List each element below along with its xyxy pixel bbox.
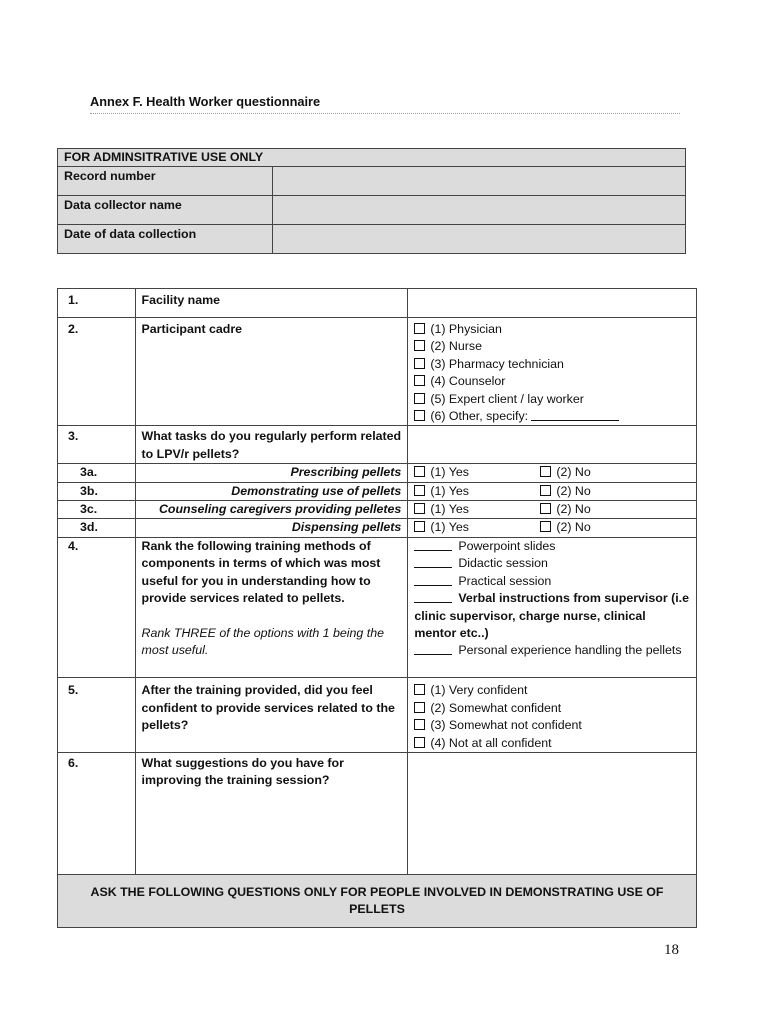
yes-option[interactable]: (1) Yes — [414, 483, 540, 500]
checkbox-icon[interactable] — [414, 358, 425, 369]
checkbox-icon[interactable] — [414, 737, 425, 748]
q3a-text: Prescribing pellets — [135, 464, 408, 482]
no-option[interactable]: (2) No — [540, 519, 590, 536]
q1-number: 1. — [58, 289, 136, 318]
rank-blank[interactable] — [414, 590, 452, 603]
q6-answer-field[interactable] — [408, 752, 697, 874]
admin-table — [57, 148, 686, 254]
q5-option[interactable]: (3) Somewhat not confident — [414, 717, 690, 734]
q6-number: 6. — [58, 752, 136, 874]
checkbox-icon[interactable] — [414, 719, 425, 730]
q2-option[interactable]: (1) Physician — [414, 321, 690, 338]
checkbox-icon[interactable] — [414, 485, 425, 496]
checkbox-icon[interactable] — [414, 503, 425, 514]
q3b-text: Demonstrating use of pellets — [135, 482, 408, 500]
checkbox-icon[interactable] — [414, 323, 425, 334]
no-option[interactable]: (2) No — [540, 501, 590, 518]
q3a-number: 3a. — [58, 464, 136, 482]
rank-blank[interactable] — [414, 555, 452, 568]
rank-option: Personal experience handling the pellets — [414, 642, 690, 659]
record-number-field[interactable] — [273, 167, 686, 196]
q6-text: What suggestions do you have for improving the training session? — [135, 752, 408, 874]
admin-header: FOR ADMINSITRATIVE USE ONLY — [58, 149, 686, 167]
record-number-label: Record number — [58, 167, 273, 196]
checkbox-icon[interactable] — [414, 340, 425, 351]
q3c-text: Counseling caregivers providing pelletes — [135, 501, 408, 519]
checkbox-icon[interactable] — [414, 393, 425, 404]
checkbox-icon[interactable] — [540, 503, 551, 514]
q5-option[interactable]: (4) Not at all confident — [414, 735, 690, 752]
document-title: Annex F. Health Worker questionnaire — [90, 94, 680, 114]
questionnaire-table — [57, 288, 697, 928]
q3b-number: 3b. — [58, 482, 136, 500]
checkbox-icon[interactable] — [540, 521, 551, 532]
q1-text: Facility name — [135, 289, 408, 318]
q2-option[interactable]: (6) Other, specify: — [414, 408, 690, 425]
collection-date-label: Date of data collection — [58, 225, 273, 254]
q5-option[interactable]: (1) Very confident — [414, 682, 690, 699]
no-option[interactable]: (2) No — [540, 483, 590, 500]
q2-text: Participant cadre — [135, 318, 408, 426]
other-specify-field[interactable] — [531, 408, 619, 421]
rank-blank[interactable] — [414, 573, 452, 586]
q2-option[interactable]: (2) Nurse — [414, 338, 690, 355]
q2-number: 2. — [58, 318, 136, 426]
data-collector-field[interactable] — [273, 196, 686, 225]
rank-option: Practical session — [414, 573, 690, 590]
collection-date-field[interactable] — [273, 225, 686, 254]
page-number: 18 — [664, 942, 679, 958]
q3-text: What tasks do you regularly perform related to LPV/r pellets? — [135, 426, 408, 464]
footer-instruction: ASK THE FOLLOWING QUESTIONS ONLY FOR PEOPLE INVOLVED IN DEMONSTRATING USE OF PELLETS — [58, 874, 697, 927]
rank-option: Powerpoint slides — [414, 538, 690, 555]
q2-option[interactable]: (5) Expert client / lay worker — [414, 391, 690, 408]
checkbox-icon[interactable] — [540, 485, 551, 496]
checkbox-icon[interactable] — [414, 521, 425, 532]
checkbox-icon[interactable] — [414, 702, 425, 713]
q2-option[interactable]: (4) Counselor — [414, 373, 690, 390]
checkbox-icon[interactable] — [414, 466, 425, 477]
q3-number: 3. — [58, 426, 136, 464]
q4-text: Rank the following training methods of components in terms of which was most useful for you in understanding how to provide services related to pellets. — [141, 538, 381, 606]
q5-number: 5. — [58, 678, 136, 753]
rank-blank[interactable] — [414, 538, 452, 551]
checkbox-icon[interactable] — [540, 466, 551, 477]
yes-option[interactable]: (1) Yes — [414, 501, 540, 518]
checkbox-icon[interactable] — [414, 684, 425, 695]
q3d-number: 3d. — [58, 519, 136, 537]
no-option[interactable]: (2) No — [540, 464, 590, 481]
q5-option[interactable]: (2) Somewhat confident — [414, 700, 690, 717]
yes-option[interactable]: (1) Yes — [414, 519, 540, 536]
checkbox-icon[interactable] — [414, 375, 425, 386]
yes-option[interactable]: (1) Yes — [414, 464, 540, 481]
q2-option[interactable]: (3) Pharmacy technician — [414, 356, 690, 373]
rank-blank[interactable] — [414, 642, 452, 655]
rank-option: Verbal instructions from supervisor (i.e clinic supervisor, charge nurse, clinical mentor etc..) — [414, 591, 689, 640]
q2-options — [408, 318, 697, 426]
rank-option: Didactic session — [414, 555, 690, 572]
q4-number: 4. — [58, 537, 136, 677]
q3c-number: 3c. — [58, 501, 136, 519]
q5-text: After the training provided, did you feel confident to provide services related to the pellets? — [135, 678, 408, 753]
data-collector-label: Data collector name — [58, 196, 273, 225]
q4-note: Rank THREE of the options with 1 being the most useful. — [141, 625, 384, 657]
q3-answer-blank — [408, 426, 697, 464]
checkbox-icon[interactable] — [414, 410, 425, 421]
q3d-text: Dispensing pellets — [135, 519, 408, 537]
q1-answer-field[interactable] — [408, 289, 697, 318]
